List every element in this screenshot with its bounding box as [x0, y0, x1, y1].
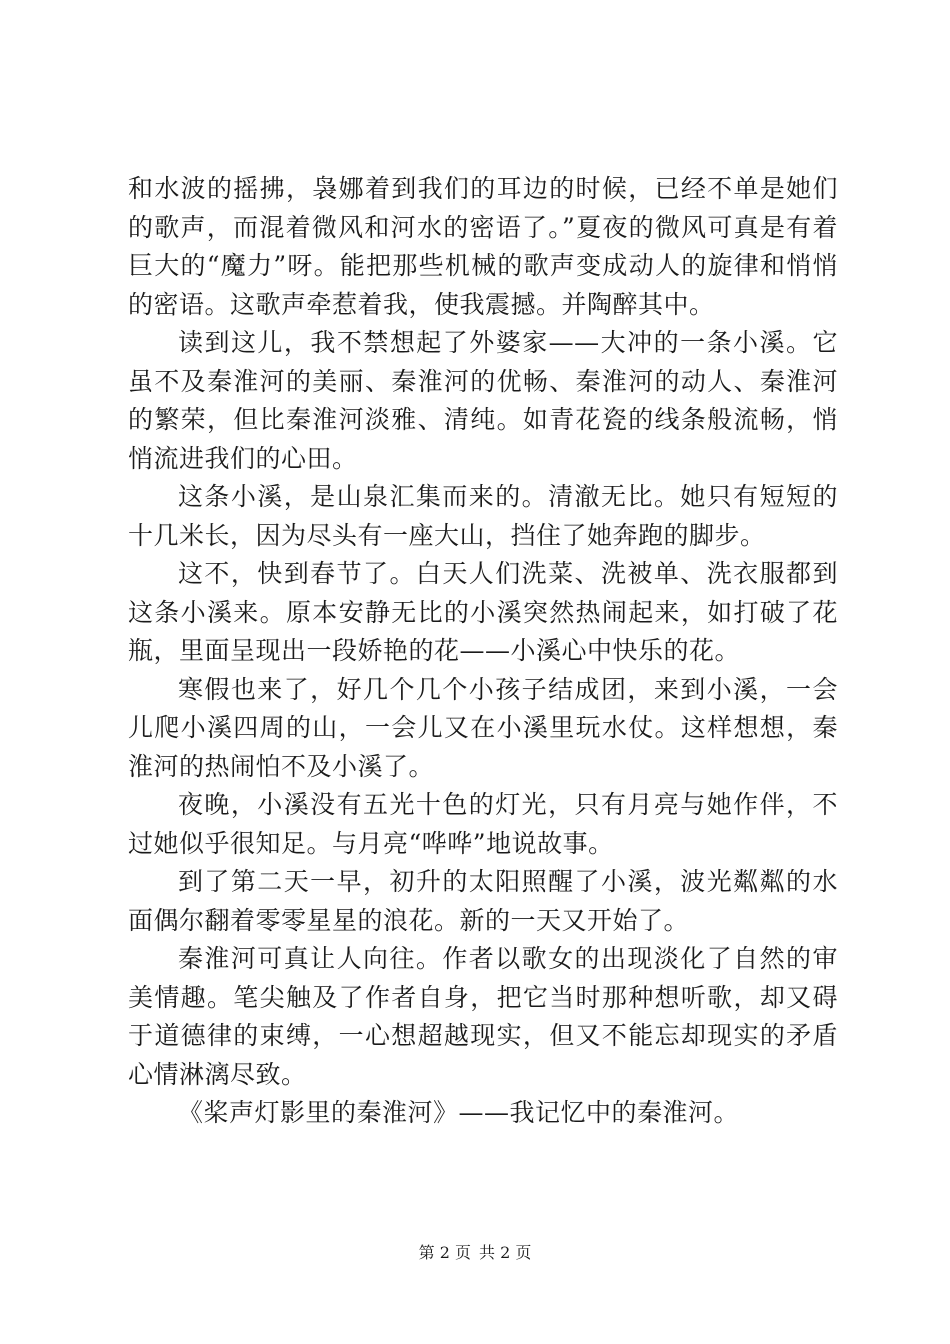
paragraph: 这条小溪，是山泉汇集而来的。清澈无比。她只有短短的十几米长，因为尽头有一座大山，挡住了她奔跑的脚步。: [128, 482, 838, 550]
paragraph: 寒假也来了，好几个几个小孩子结成团，来到小溪，一会儿爬小溪四周的山，一会儿又在小溪里玩水仗。这样想想，秦淮河的热闹怕不及小溪了。: [128, 674, 838, 781]
paragraph: 到了第二天一早，初升的太阳照醒了小溪，波光粼粼的水面偶尔翻着零零星星的浪花。新的一天又开始了。: [128, 867, 838, 935]
paragraph: 和水波的摇拂，袅娜着到我们的耳边的时候，已经不单是她们的歌声，而混着微风和河水的密语了。”夏夜的微风可真是有着巨大的“魔力”呀。能把那些机械的歌声变成动人的旋律和悄悄的密语。这歌声牵惹着我，使我震撼。并陶醉其中。: [128, 174, 838, 319]
paragraph: 夜晚，小溪没有五光十色的灯光，只有月亮与她作伴，不过她似乎很知足。与月亮“哗哗”地说故事。: [128, 790, 838, 858]
paragraph: 读到这儿，我不禁想起了外婆家——大冲的一条小溪。它虽不及秦淮河的美丽、秦淮河的优畅、秦淮河的动人、秦淮河的繁荣，但比秦淮河淡雅、清纯。如青花瓷的线条般流畅，悄悄流进我们的心田。: [128, 328, 838, 473]
page-number: 第 2 页: [418, 1243, 471, 1262]
paragraph: 这不，快到春节了。白天人们洗菜、洗被单、洗衣服都到这条小溪来。原本安静无比的小溪突然热闹起来，如打破了花瓶，里面呈现出一段娇艳的花——小溪心中快乐的花。: [128, 559, 838, 665]
page-total: 共 2 页: [479, 1243, 532, 1262]
document-body: [128, 170, 838, 1133]
page-footer: [0, 1242, 950, 1264]
paragraph: 《桨声灯影里的秦淮河》——我记忆中的秦淮河。: [178, 1098, 740, 1127]
paragraph: 秦淮河可真让人向往。作者以歌女的出现淡化了自然的审美情趣。笔尖触及了作者自身，把它当时那种想听歌，却又碍于道德律的束缚，一心想超越现实，但又不能忘却现实的矛盾心情淋漓尽致。: [128, 944, 838, 1089]
